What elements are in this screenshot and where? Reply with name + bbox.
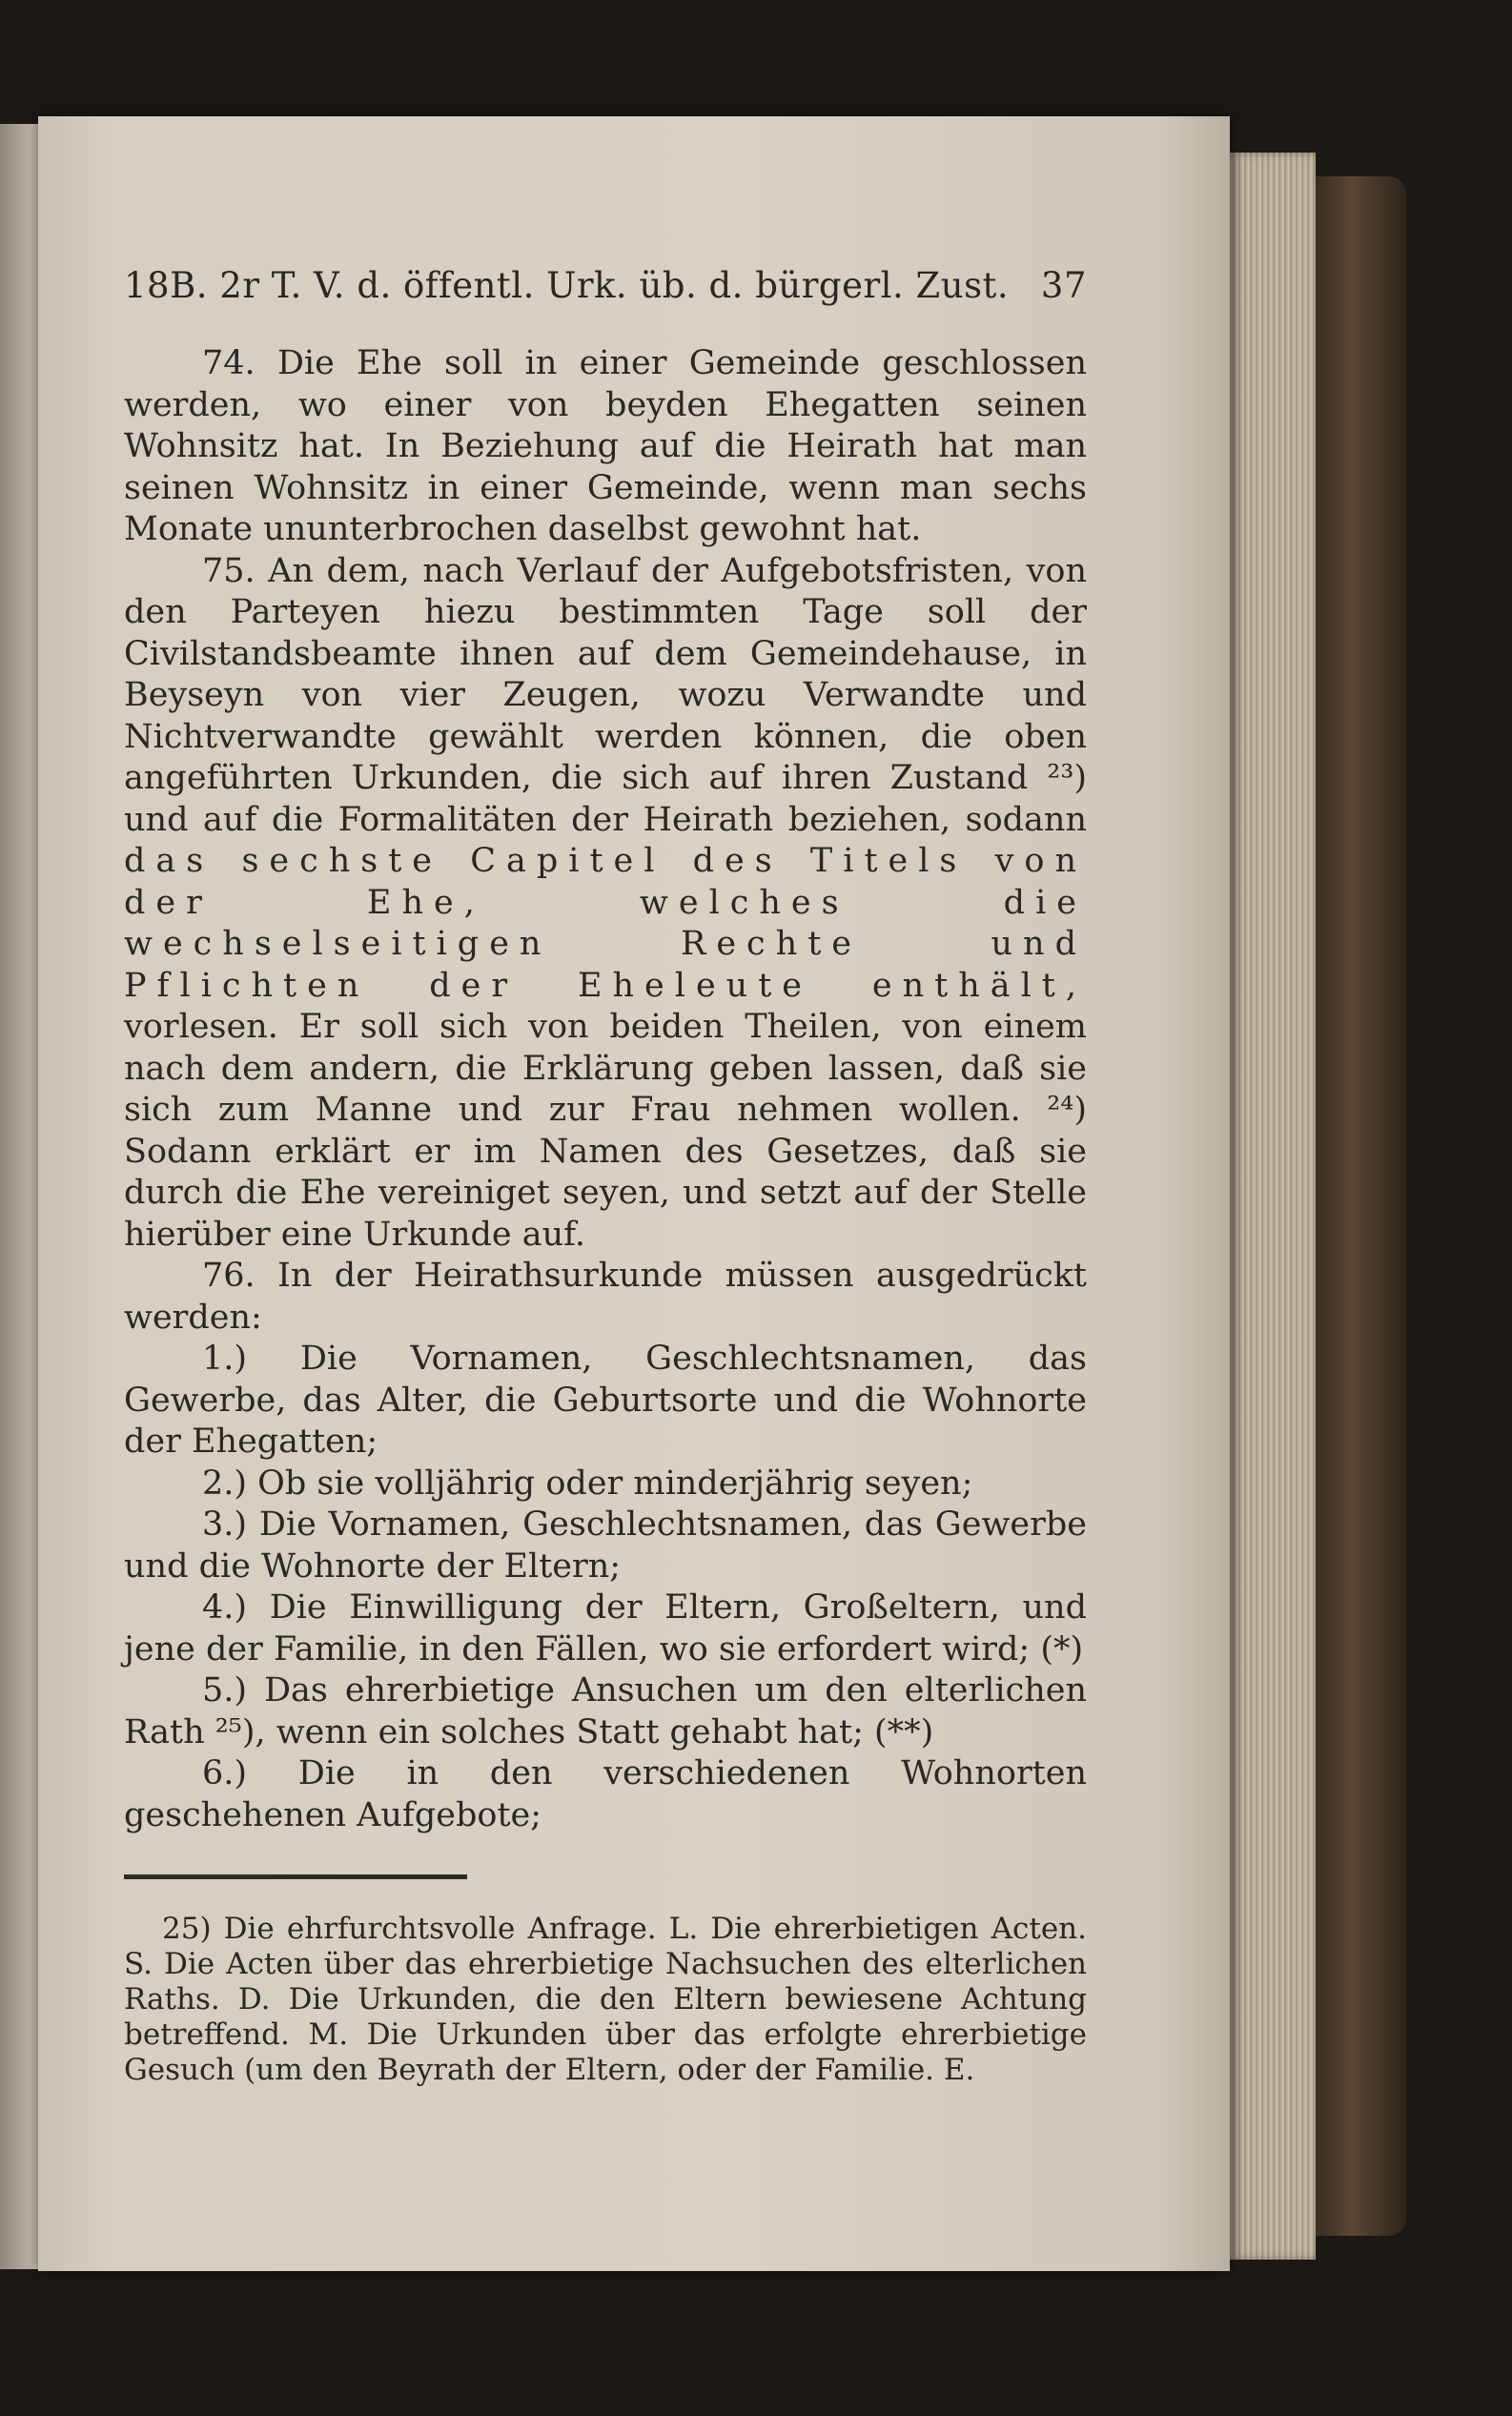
list-item-5: 5.) Das ehrerbietige Ansuchen um den elterlichen Rath ²⁵), wenn ein solches Statt gehabt hat; (**) (124, 1671, 1087, 1751)
paragraph-75-continuation: vorlesen. Er soll sich von beiden Theilen, von einem nach dem andern, die Erklärung geben lassen, daß sie sich zum Manne und zur Frau nehmen wollen. ²⁴) Sodann erklärt er im Namen des Gesetzes, daß sie durch die Ehe vereiniget seyen, und setzt auf der Stelle hierüber eine Urkunde auf. (124, 1008, 1087, 1254)
footnote-divider (124, 1874, 467, 1879)
footnote-25: 25) Die ehrfurchtsvolle Anfrage. L. Die ehrerbietigen Acten. S. Die Acten über das ehrerbietige Nachsuchen des elterlichen Raths. D. Die Urkunden, die den Eltern bewiesene Achtung betreffend. M. Die Urkunden über das erfolgte ehrerbietige Gesuch (um den Beyrath der Eltern, oder der Familie. E. (124, 1912, 1087, 2087)
book-cover (1316, 176, 1406, 2236)
list-item-4: 4.) Die Einwilligung der Eltern, Großeltern, und jene der Familie, in den Fällen, wo sie erfordert wird; (*) (124, 1588, 1087, 1669)
paragraph-75 (124, 551, 1087, 1257)
body-text (124, 343, 1087, 1836)
page-number: 37 (1040, 265, 1087, 306)
list-item-1: 1.) Die Vornamen, Geschlechtsnamen, das Gewerbe, das Alter, die Geburtsorte und die Wohnorte der Ehegatten; (124, 1340, 1087, 1461)
running-head (124, 265, 1087, 307)
list-item-2: 2.) Ob sie volljährig oder minderjährig seyen; (202, 1464, 973, 1503)
paragraph-76: 76. In der Heirathsurkunde müssen ausgedrückt werden: (124, 1257, 1087, 1337)
list-item-3: 3.) Die Vornamen, Geschlechtsnamen, das Gewerbe und die Wohnorte der Eltern; (124, 1505, 1087, 1586)
paragraph-75-text: 75. An dem, nach Verlauf der Aufgebotsfristen, von den Parteyen hiezu bestimmten Tage soll der Civilstandsbeamte ihnen auf dem Gemeindehause, in Beyseyn von vier Zeugen, wozu Verwandte und Nichtverwandte gewählt werden können, die oben angeführten Urkunden, die sich auf ihren Zustand ²³) und auf die Formalitäten der Heirath beziehen, sodann (124, 551, 1087, 839)
page-block-edges (1230, 153, 1316, 2260)
running-head-title: 18B. 2r T. V. d. öffentl. Urk. üb. d. bürgerl. Zust. (124, 265, 1010, 306)
paragraph-75-emphasis: das sechste Capitel des Titels von der Ehe, welches die wechselseitigen Rechte und Pflichten der Eheleute enthält, (124, 842, 1087, 1005)
page-text (124, 265, 1087, 2088)
paragraph-74: 74. Die Ehe soll in einer Gemeinde geschlossen werden, wo einer von beyden Ehegatten seinen Wohnsitz hat. In Beziehung auf die Heirath hat man seinen Wohnsitz in einer Gemeinde, wenn man sechs Monate ununterbrochen daselbst gewohnt hat. (124, 344, 1087, 548)
footnote (124, 1912, 1087, 2088)
facing-page-edge (0, 124, 38, 2269)
list-item-6: 6.) Die in den verschiedenen Wohnorten geschehenen Aufgebote; (124, 1754, 1087, 1834)
